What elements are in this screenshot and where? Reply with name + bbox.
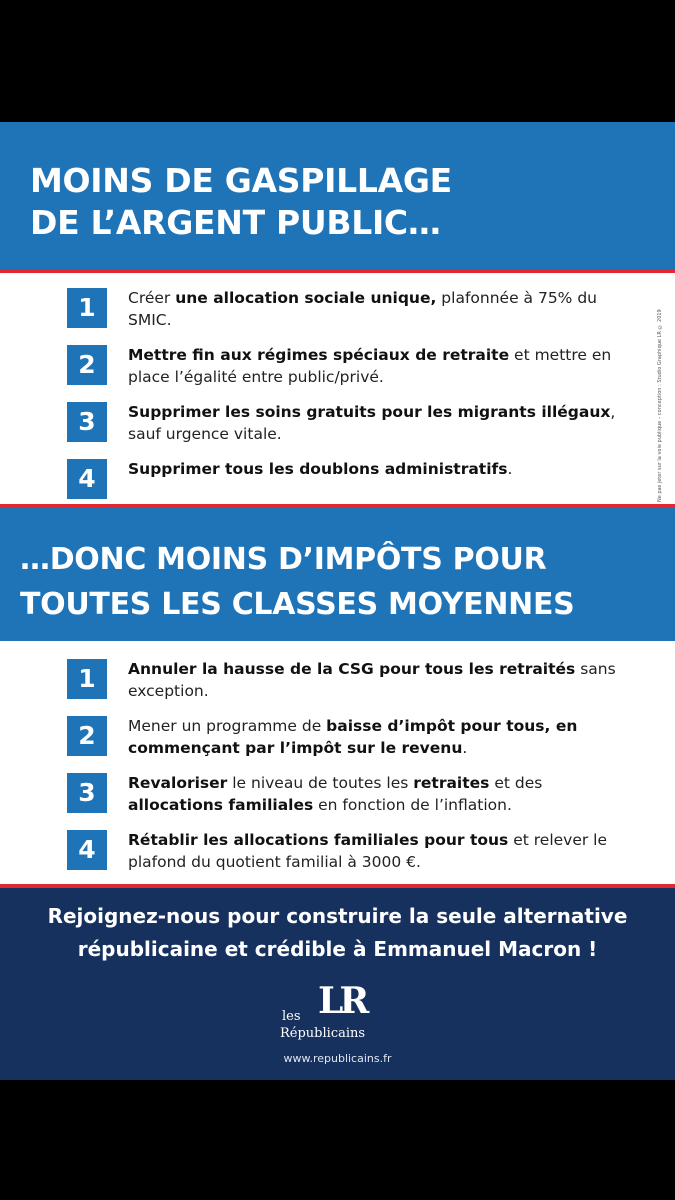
measure-text-part: , sauf urgence vitale.: [128, 403, 616, 443]
measure-number-badge: 4: [67, 830, 107, 870]
call-to-action: [0, 900, 675, 966]
website-url[interactable]: www.republicains.fr: [283, 1052, 392, 1065]
measure-number-badge: 2: [67, 716, 107, 756]
measure-number-badge: 3: [67, 402, 107, 442]
measure-item: [0, 824, 640, 881]
measure-text-part: et relever le plafond du quotient familial à 3000 €.: [128, 831, 608, 871]
measure-text-part: sans exception.: [128, 660, 616, 700]
measure-text-bold: Annuler la hausse de la CSG pour tous les retraités: [128, 660, 576, 678]
measure-item: [0, 339, 640, 396]
measure-text-part: le niveau de toutes les: [227, 774, 414, 792]
measure-text: [128, 401, 633, 445]
red-divider: [0, 884, 675, 888]
measure-number-badge: 1: [67, 288, 107, 328]
footer: [0, 884, 675, 1080]
headline-2-line-1: …DONC MOINS D’IMPÔTS POUR: [20, 542, 547, 577]
measure-number-badge: 2: [67, 345, 107, 385]
measures-list-1: [0, 282, 640, 510]
measure-text: [128, 715, 633, 759]
measure-text-part: et mettre en place l’égalité entre public/privé.: [128, 346, 612, 386]
measure-text-part: .: [462, 739, 468, 757]
measure-number-badge: 4: [67, 459, 107, 499]
measure-text-bold: allocations familiales: [128, 796, 314, 814]
measure-text: [128, 658, 633, 702]
measure-text-bold: Mettre fin aux régimes spéciaux de retraite: [128, 346, 510, 364]
measure-item: [0, 653, 640, 710]
headline-band-1: [0, 122, 675, 269]
headline-1-line-1: MOINS DE GASPILLAGE: [30, 161, 452, 200]
headline-band-2: [0, 508, 675, 641]
cta-line-2: républicaine et crédible à Emmanuel Macron !: [77, 937, 598, 961]
measure-text: [128, 829, 633, 873]
red-divider: [0, 269, 675, 273]
headline-2-line-2: TOUTES LES CLASSES MOYENNES: [20, 587, 575, 622]
measure-text-bold: une allocation sociale unique,: [175, 289, 437, 307]
measure-item: [0, 453, 640, 510]
headline-1-line-2: DE L’ARGENT PUBLIC…: [30, 203, 441, 242]
logo-mark-icon: LR: [318, 980, 366, 1022]
headline-1: [30, 160, 675, 244]
measure-text-bold: Supprimer tous les doublons administratifs: [128, 460, 508, 478]
measure-text-part: Mener un programme de: [128, 717, 327, 735]
legal-note: Ne pas jeter sur la voie publique – conception : Studio Graphique LR © 2019: [657, 309, 663, 502]
measure-text-bold: Rétablir les allocations familiales pour tous: [128, 831, 509, 849]
headline-2: [20, 537, 675, 627]
measure-text-bold: retraites: [413, 774, 490, 792]
measure-text: [128, 772, 633, 816]
measure-text-part: et des: [489, 774, 543, 792]
measure-number-badge: 3: [67, 773, 107, 813]
measure-text-bold: Supprimer les soins gratuits pour les migrants illégaux: [128, 403, 611, 421]
logo-name: Républicains: [280, 1026, 366, 1041]
measure-item: [0, 767, 640, 824]
measure-text-part: plafonnée à 75% du SMIC.: [128, 289, 597, 329]
measure-text-part: Créer: [128, 289, 176, 307]
measure-item: [0, 282, 640, 339]
measures-list-2: [0, 653, 640, 881]
measure-item: [0, 396, 640, 453]
measure-text-bold: Revaloriser: [128, 774, 228, 792]
cta-line-1: Rejoignez-nous pour construire la seule alternative: [47, 904, 628, 928]
measure-text-part: .: [507, 460, 513, 478]
measure-text: [128, 344, 633, 388]
les-republicains-logo: [268, 980, 408, 1044]
measure-text-part: en fonction de l’inflation.: [313, 796, 512, 814]
measure-text: [128, 458, 633, 480]
measure-text-bold: baisse d’impôt pour tous, en commençant par l’impôt sur le revenu: [128, 717, 578, 757]
measure-item: [0, 710, 640, 767]
measure-number-badge: 1: [67, 659, 107, 699]
logo-les: les: [282, 1009, 301, 1024]
measure-text: [128, 287, 633, 331]
poster: [0, 122, 675, 1080]
